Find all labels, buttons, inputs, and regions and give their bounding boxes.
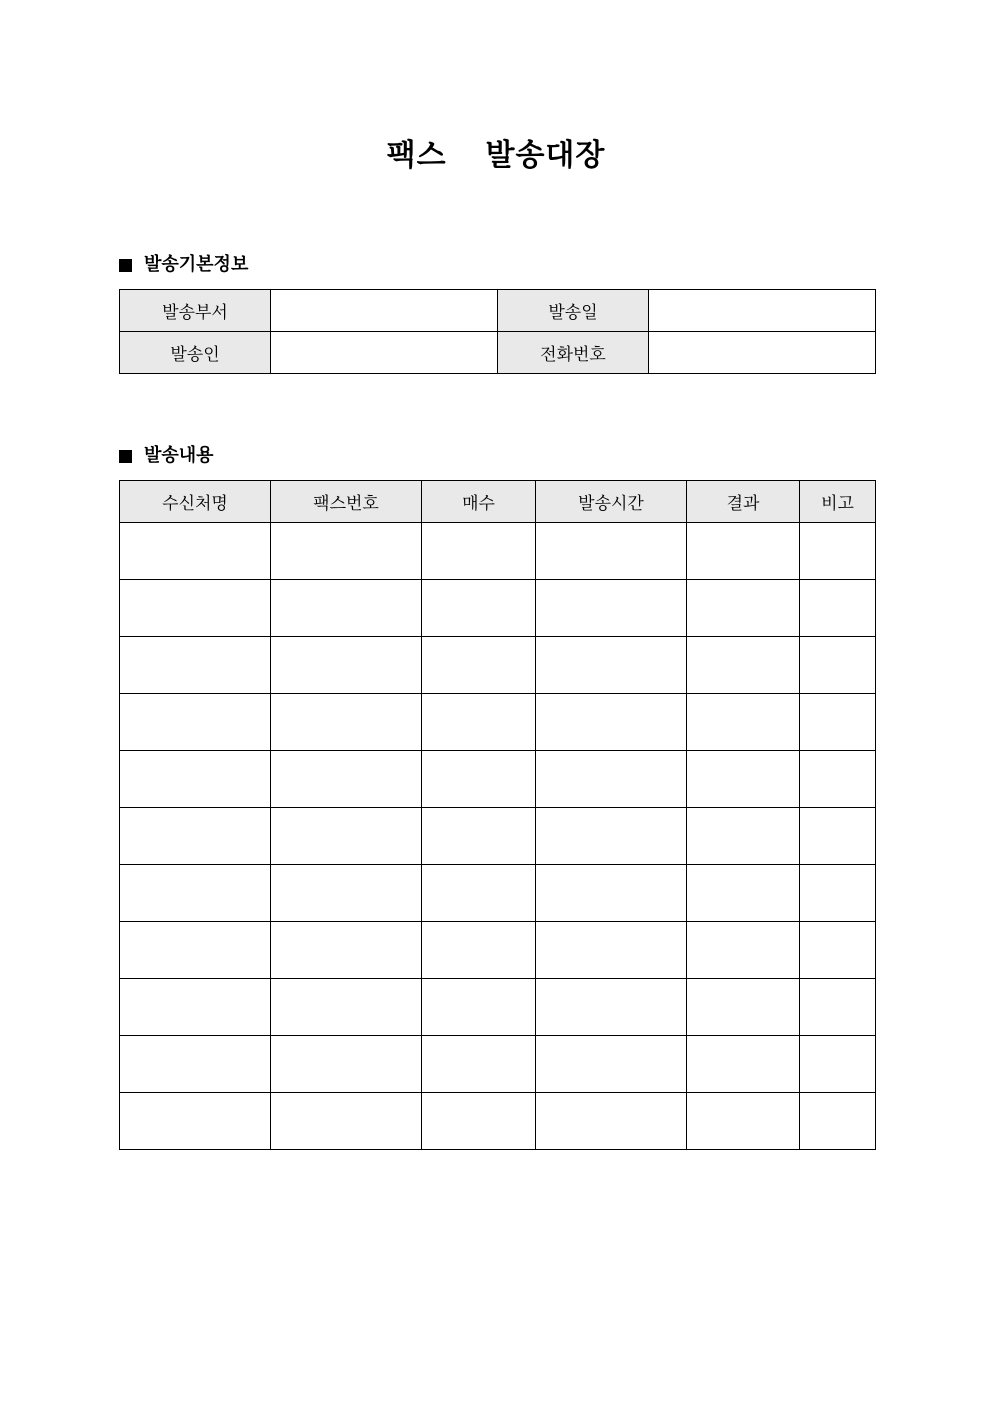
- cell-recipient[interactable]: [120, 1036, 271, 1093]
- table-row: [120, 580, 876, 637]
- cell-fax-number[interactable]: [271, 979, 422, 1036]
- cell-recipient[interactable]: [120, 751, 271, 808]
- cell-result[interactable]: [687, 865, 800, 922]
- label-phone: 전화번호: [498, 332, 649, 374]
- table-row: [120, 1093, 876, 1150]
- label-dept: 발송부서: [120, 290, 271, 332]
- page-title: 팩스 발송대장: [386, 138, 606, 173]
- cell-send-time[interactable]: [536, 922, 687, 979]
- cell-remarks[interactable]: [800, 751, 876, 808]
- cell-pages[interactable]: [422, 637, 536, 694]
- cell-send-time[interactable]: [536, 865, 687, 922]
- column-header-recipient: 수신처명: [120, 481, 271, 523]
- cell-recipient[interactable]: [120, 808, 271, 865]
- cell-fax-number[interactable]: [271, 751, 422, 808]
- square-bullet-icon: [119, 450, 132, 463]
- cell-send-time[interactable]: [536, 979, 687, 1036]
- phone-field[interactable]: [649, 332, 876, 374]
- cell-send-time[interactable]: [536, 523, 687, 580]
- cell-fax-number[interactable]: [271, 1093, 422, 1150]
- sender-field[interactable]: [271, 332, 498, 374]
- cell-fax-number[interactable]: [271, 808, 422, 865]
- cell-send-time[interactable]: [536, 637, 687, 694]
- cell-result[interactable]: [687, 1036, 800, 1093]
- cell-pages[interactable]: [422, 751, 536, 808]
- cell-pages[interactable]: [422, 694, 536, 751]
- cell-remarks[interactable]: [800, 523, 876, 580]
- cell-recipient[interactable]: [120, 523, 271, 580]
- dept-field[interactable]: [271, 290, 498, 332]
- cell-send-time[interactable]: [536, 1036, 687, 1093]
- cell-pages[interactable]: [422, 1093, 536, 1150]
- label-sender: 발송인: [120, 332, 271, 374]
- cell-result[interactable]: [687, 637, 800, 694]
- table-row: [120, 751, 876, 808]
- cell-result[interactable]: [687, 922, 800, 979]
- section-heading-basic-info: [119, 252, 248, 278]
- table-row: [120, 808, 876, 865]
- table-row: [120, 922, 876, 979]
- table-row: [120, 332, 876, 374]
- cell-pages[interactable]: [422, 580, 536, 637]
- table-header-row: [120, 481, 876, 523]
- cell-recipient[interactable]: [120, 979, 271, 1036]
- cell-send-time[interactable]: [536, 694, 687, 751]
- section-heading-content: [119, 443, 214, 469]
- table-row: [120, 1036, 876, 1093]
- cell-recipient[interactable]: [120, 637, 271, 694]
- table-row: [120, 865, 876, 922]
- cell-pages[interactable]: [422, 808, 536, 865]
- cell-pages[interactable]: [422, 922, 536, 979]
- column-header-result: 결과: [687, 481, 800, 523]
- cell-remarks[interactable]: [800, 922, 876, 979]
- section-heading-label: 발송기본정보: [144, 254, 249, 275]
- cell-remarks[interactable]: [800, 580, 876, 637]
- cell-result[interactable]: [687, 1093, 800, 1150]
- cell-remarks[interactable]: [800, 979, 876, 1036]
- cell-remarks[interactable]: [800, 637, 876, 694]
- cell-remarks[interactable]: [800, 1036, 876, 1093]
- cell-fax-number[interactable]: [271, 580, 422, 637]
- cell-remarks[interactable]: [800, 694, 876, 751]
- cell-result[interactable]: [687, 808, 800, 865]
- cell-result[interactable]: [687, 751, 800, 808]
- cell-result[interactable]: [687, 523, 800, 580]
- cell-result[interactable]: [687, 979, 800, 1036]
- table-row: [120, 523, 876, 580]
- basic-info-table: [119, 289, 876, 374]
- date-field[interactable]: [649, 290, 876, 332]
- section-heading-label: 발송내용: [144, 445, 214, 466]
- cell-fax-number[interactable]: [271, 1036, 422, 1093]
- column-header-pages: 매수: [422, 481, 536, 523]
- cell-fax-number[interactable]: [271, 865, 422, 922]
- cell-remarks[interactable]: [800, 865, 876, 922]
- cell-pages[interactable]: [422, 523, 536, 580]
- cell-result[interactable]: [687, 580, 800, 637]
- content-table: [119, 480, 876, 1150]
- table-row: [120, 637, 876, 694]
- label-date: 발송일: [498, 290, 649, 332]
- table-row: [120, 290, 876, 332]
- cell-send-time[interactable]: [536, 808, 687, 865]
- cell-pages[interactable]: [422, 1036, 536, 1093]
- column-header-fax-number: 팩스번호: [271, 481, 422, 523]
- cell-recipient[interactable]: [120, 580, 271, 637]
- cell-recipient[interactable]: [120, 1093, 271, 1150]
- cell-pages[interactable]: [422, 865, 536, 922]
- cell-recipient[interactable]: [120, 865, 271, 922]
- cell-fax-number[interactable]: [271, 637, 422, 694]
- cell-recipient[interactable]: [120, 922, 271, 979]
- cell-fax-number[interactable]: [271, 694, 422, 751]
- table-row: [120, 979, 876, 1036]
- cell-send-time[interactable]: [536, 580, 687, 637]
- cell-fax-number[interactable]: [271, 523, 422, 580]
- table-row: [120, 694, 876, 751]
- column-header-remarks: 비고: [800, 481, 876, 523]
- cell-remarks[interactable]: [800, 1093, 876, 1150]
- cell-remarks[interactable]: [800, 808, 876, 865]
- cell-recipient[interactable]: [120, 694, 271, 751]
- square-bullet-icon: [119, 259, 132, 272]
- cell-pages[interactable]: [422, 979, 536, 1036]
- cell-fax-number[interactable]: [271, 922, 422, 979]
- cell-result[interactable]: [687, 694, 800, 751]
- cell-send-time[interactable]: [536, 751, 687, 808]
- column-header-send-time: 발송시간: [536, 481, 687, 523]
- cell-send-time[interactable]: [536, 1093, 687, 1150]
